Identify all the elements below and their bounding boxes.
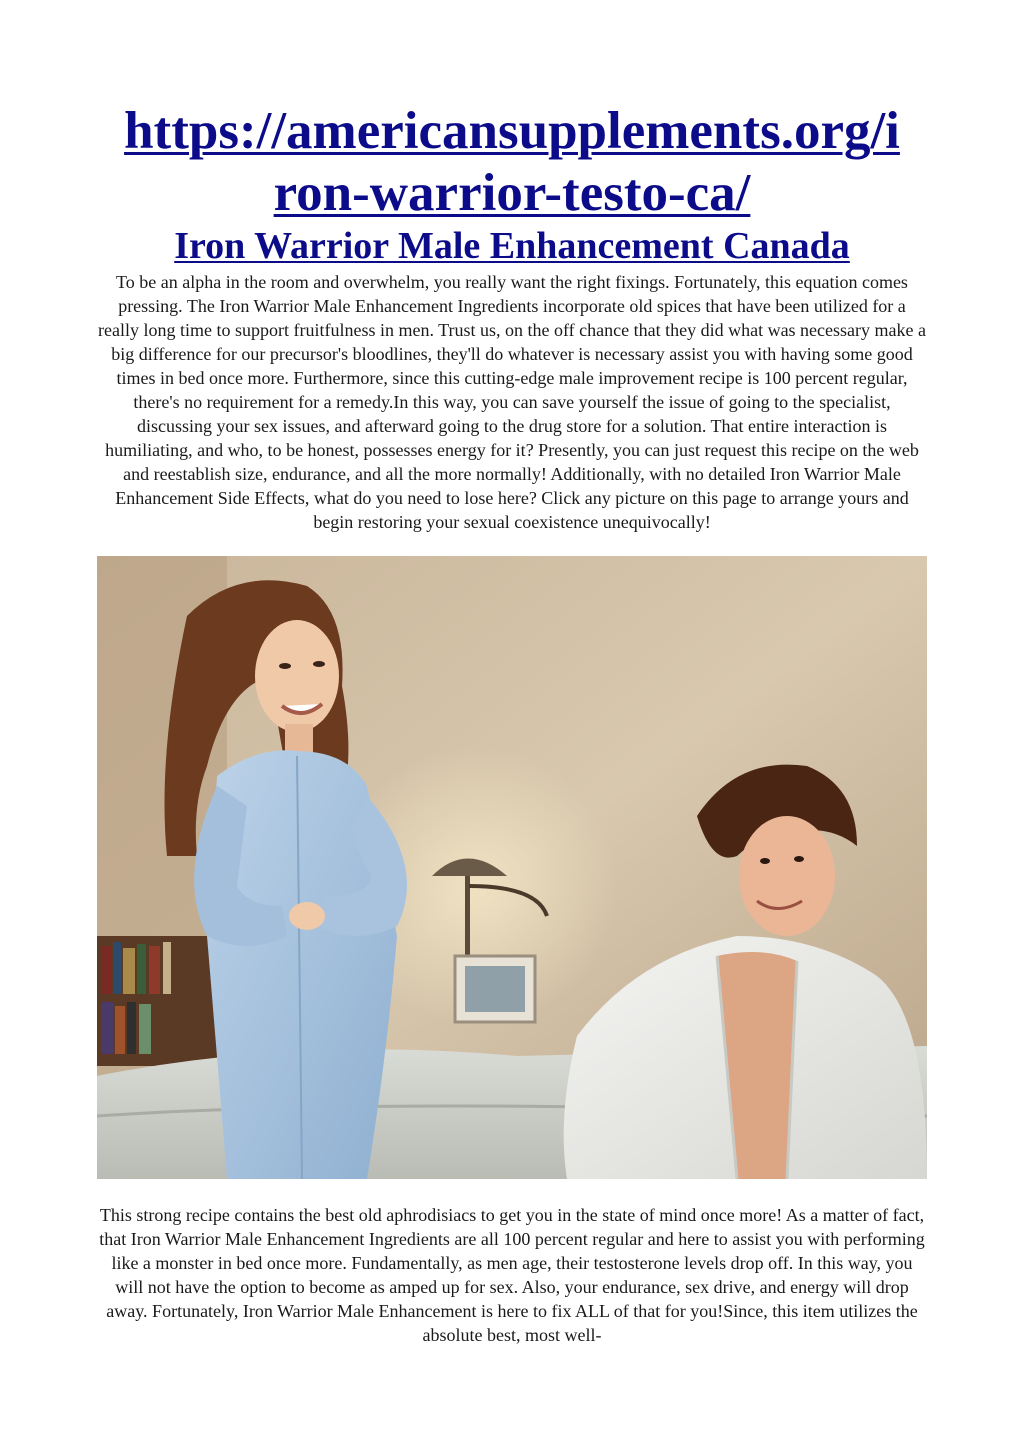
document-header — [96, 100, 928, 534]
couple-photo[interactable] — [97, 556, 927, 1179]
bookshelf — [97, 936, 217, 1066]
intro-paragraph: To be an alpha in the room and overwhelm, you really want the right fixings. Fortunately, this equation comes pressing. The Iron Warrior Male Enhancement Ingredients incorporate old spices that have been utilized for a really long time to support fruitfulness in men. Trust us, on the off chance that they did what was necessary make a big difference for our precursor's bloodlines, they'll do whatever is necessary assist you with having some good times in bed once more. Furthermore, since this cutting-edge male improvement recipe is 100 percent regular, there's no requirement for a remedy.In this way, you can save yourself the issue of going to the specialist, discussing your sex issues, and afterward going to the drug store for a solution. That entire interaction is humiliating, and who, to be honest, possesses energy for it? Presently, you can just request this recipe on the web and reestablish size, endurance, and all the more normally! Additionally, with no detailed Iron Warrior Male Enhancement Side Effects, what do you need to lose here? Click any picture on this page to arrange yours and begin restoring your sexual coexistence unequivocally! — [98, 272, 926, 532]
page-title-link[interactable]: Iron Warrior Male Enhancement Canada — [174, 225, 850, 267]
source-url-line-2[interactable]: ron-warrior-testo-ca/ — [273, 164, 751, 222]
source-url-link[interactable] — [96, 100, 928, 224]
body-paragraph: This strong recipe contains the best old aphrodisiacs to get you in the state of mind once more! As a matter of fact, that Iron Warrior Male Enhancement Ingredients are all 100 percent regular and here to assist you with performing like a monster in bed once more. Fundamentally, as men age, their testosterone levels drop off. In this way, you will not have the option to become as amped up for sex. Also, your endurance, sex drive, and energy will drop away. Fortunately, Iron Warrior Male Enhancement is here to fix ALL of that for you!Since, this item utilizes the absolute best, most well- — [99, 1205, 925, 1345]
source-url-line-1[interactable]: https://americansupplements.org/i — [124, 102, 900, 160]
